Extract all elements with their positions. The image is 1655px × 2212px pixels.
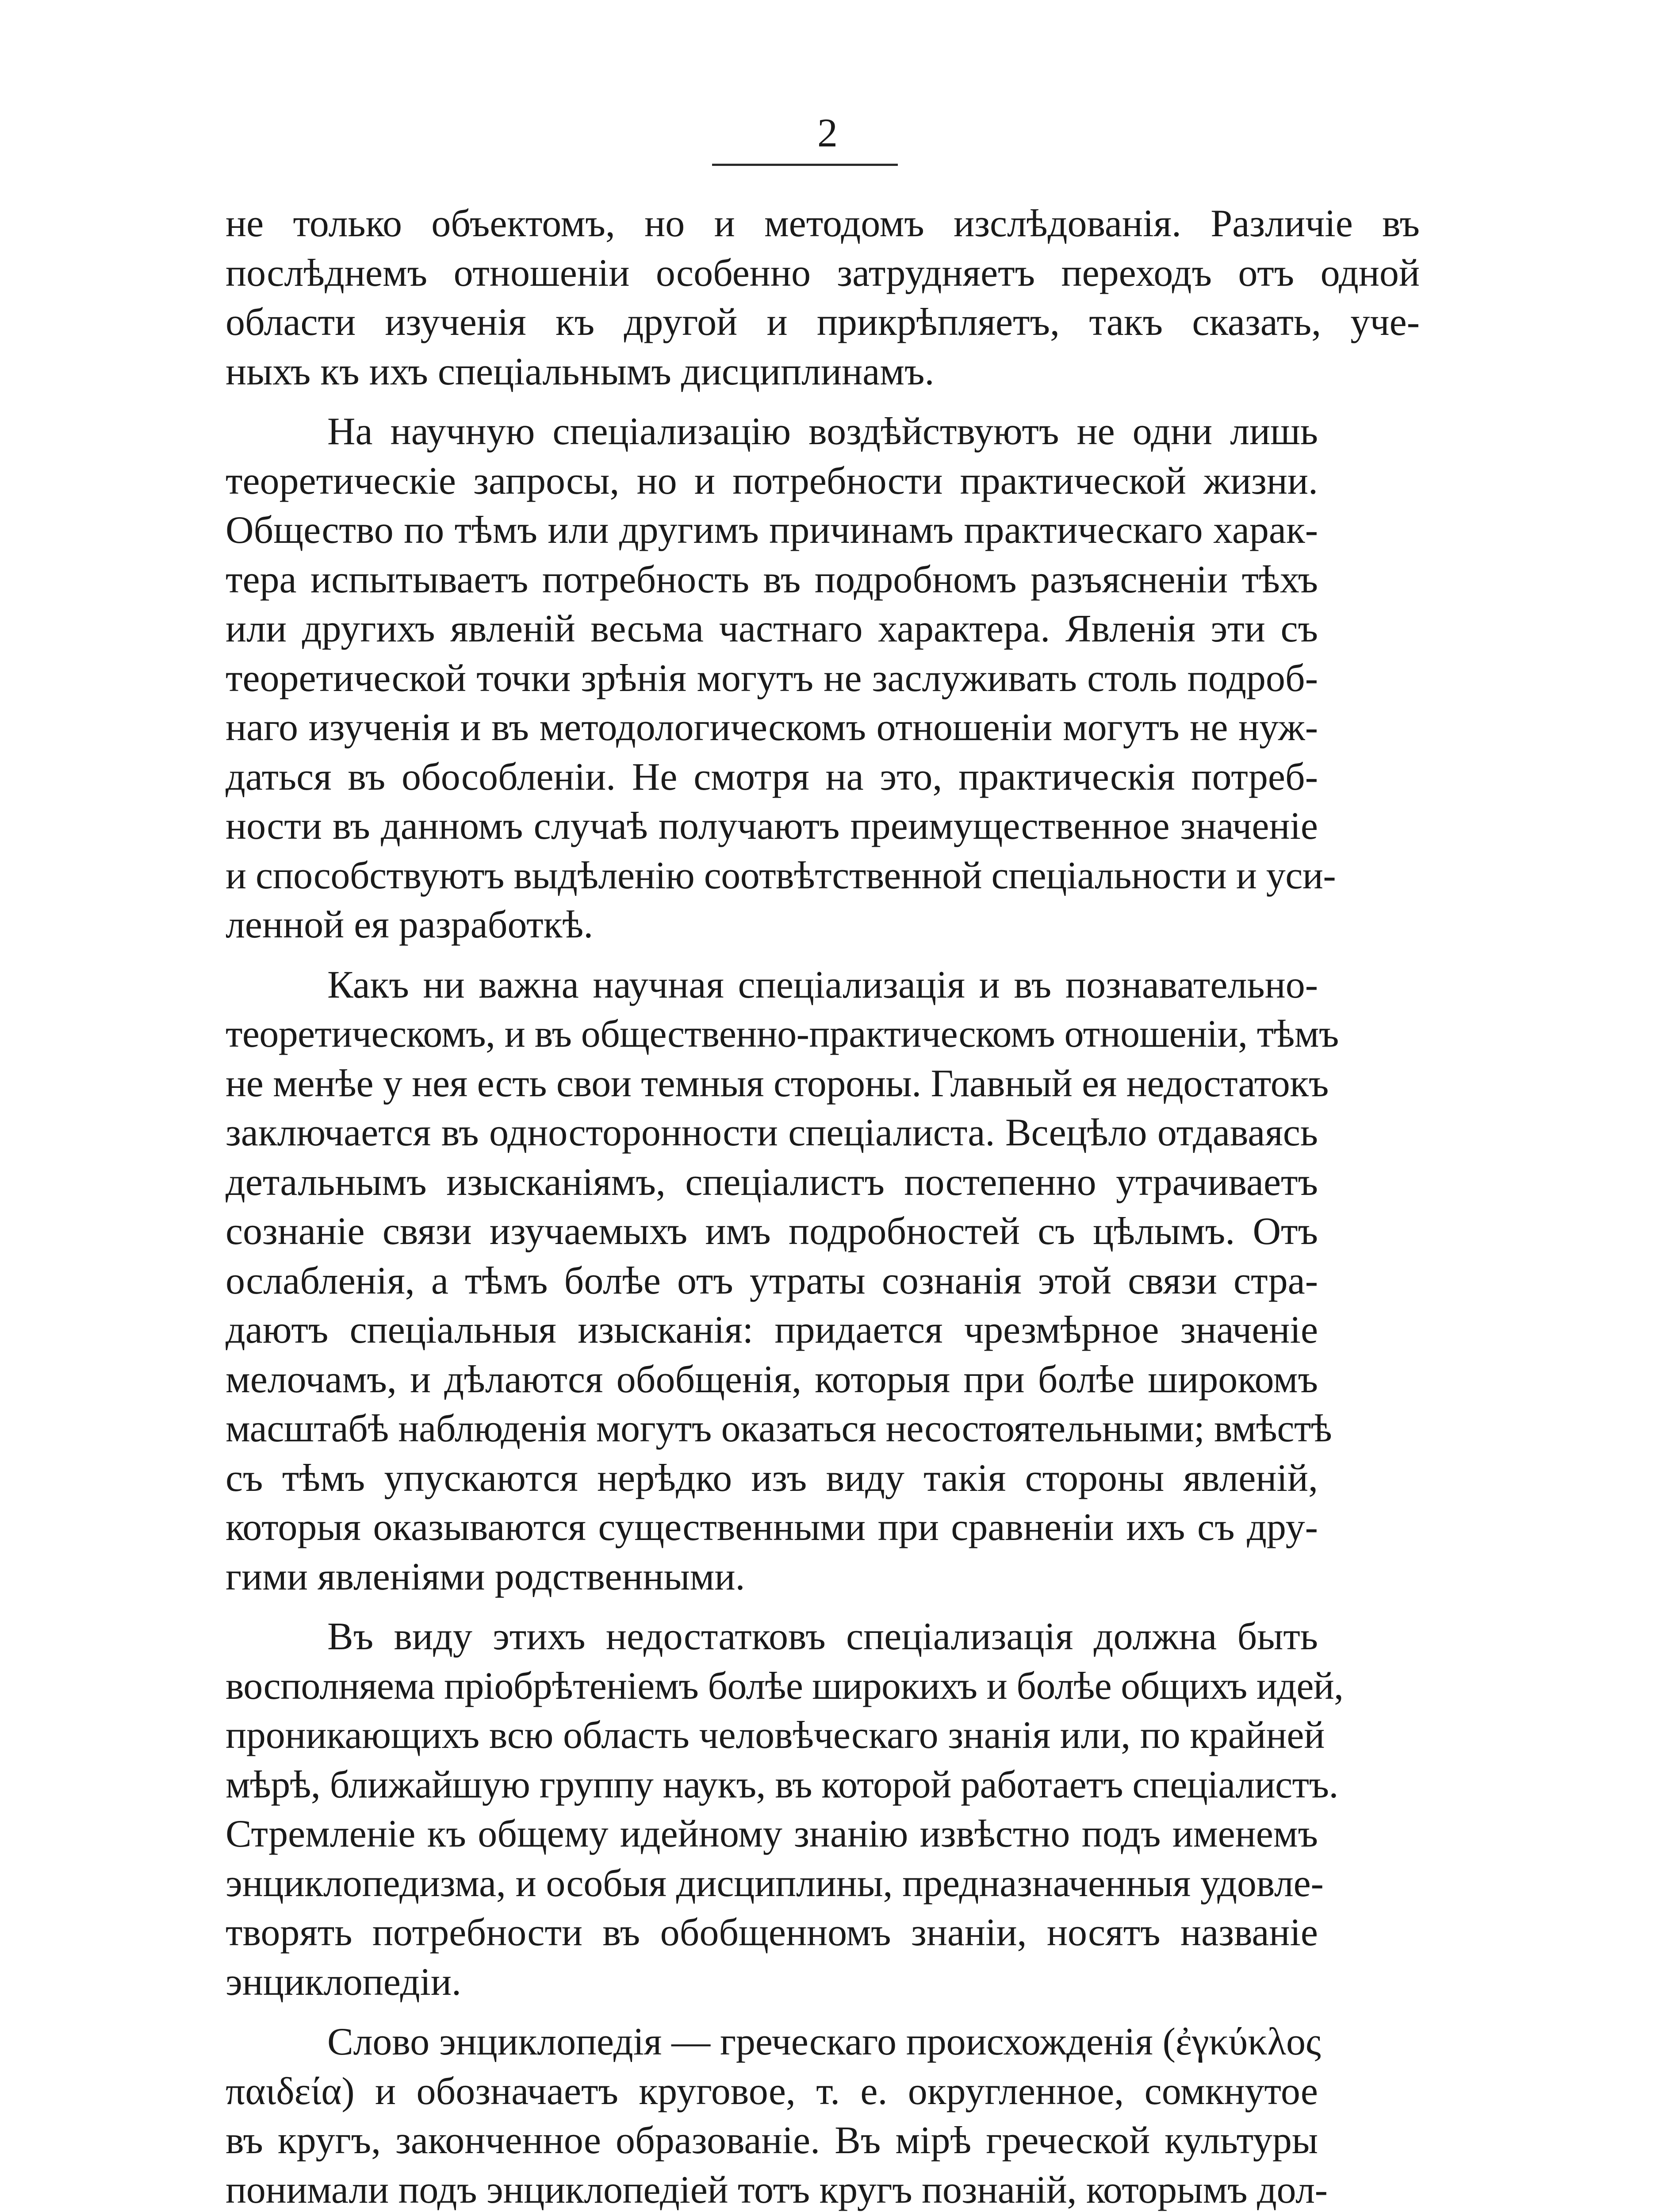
paragraph <box>226 407 1420 950</box>
text-line: теоретическомъ, и въ общественно-практическомъ отношеніи, тѣмъ <box>226 1013 1339 1056</box>
paragraph <box>226 1612 1420 2007</box>
text-line: теоретическіе запросы, но и потребности практической жизни. <box>226 459 1318 503</box>
text-line: Стремленіе къ общему идейному знанію извѣстно подъ именемъ <box>226 1813 1318 1855</box>
text-line: детальнымъ изысканіямъ, спеціалистъ постепенно утрачиваетъ <box>226 1160 1318 1204</box>
text-line: мелочамъ, и дѣлаются обобщенія, которыя при болѣе широкомъ <box>226 1358 1318 1401</box>
text-line: не менѣе у нея есть свои темныя стороны. Главный ея недостатокъ <box>226 1062 1329 1105</box>
text-line: энциклопедіи. <box>226 1960 462 2004</box>
text-line: Общество по тѣмъ или другимъ причинамъ практическаго харак- <box>226 509 1318 552</box>
text-line: не только объектомъ, но и методомъ изслѣдованія. Различіе въ <box>226 202 1420 245</box>
text-line: съ тѣмъ упускаются нерѣдко изъ виду такія стороны явленій, <box>226 1456 1318 1500</box>
text-line: ленной ея разработкѣ. <box>226 903 594 946</box>
text-line: въ кругъ, законченное образованіе. Въ мірѣ греческой культуры <box>226 2119 1318 2162</box>
paragraph <box>226 960 1420 1602</box>
text-line: παιδεία) и обозначаетъ круговое, т. е. округленное, сомкнутое <box>226 2070 1318 2113</box>
text-line: проникающихъ всю область человѣческаго знанія или, по крайней <box>226 1714 1325 1757</box>
text-line: которыя оказываются существенными при сравненіи ихъ съ дру- <box>226 1506 1318 1549</box>
text-line: На научную спеціализацію воздѣйствуютъ не одни лишь <box>327 410 1318 453</box>
paragraph <box>226 2017 1420 2212</box>
text-line: Слово энциклопедія — греческаго происхожденія (ἐγκύκλος <box>327 2020 1321 2063</box>
text-line: понимали подъ энциклопедіей тотъ кругъ познаній, которымъ дол- <box>226 2168 1328 2212</box>
text-line: гими явленіями родственными. <box>226 1555 745 1598</box>
text-line: мѣрѣ, ближайшую группу наукъ, въ которой работаетъ спеціалистъ. <box>226 1763 1338 1806</box>
text-line: даютъ спеціальныя изысканія: придается чрезмѣрное значеніе <box>226 1309 1318 1352</box>
text-line: наго изученія и въ методологическомъ отношеніи могутъ не нуж- <box>226 706 1318 749</box>
text-line: Въ виду этихъ недостатковъ спеціализація должна быть <box>327 1615 1318 1658</box>
text-line: области изученія къ другой и прикрѣпляетъ, такъ сказать, уче- <box>226 301 1420 344</box>
page-number: 2 <box>817 110 838 155</box>
text-line: и способствуютъ выдѣленію соотвѣтственной спеціальности и уси- <box>226 854 1336 897</box>
text-line: масштабѣ наблюденія могутъ оказаться несостоятельными; вмѣстѣ <box>226 1407 1332 1450</box>
page-number-rule <box>712 164 898 166</box>
text-line: Какъ ни важна научная спеціализація и въ познавательно- <box>327 963 1318 1006</box>
text-line: тера испытываетъ потребность въ подробномъ разъясненіи тѣхъ <box>226 558 1318 601</box>
text-line: ныхъ къ ихъ спеціальнымъ дисциплинамъ. <box>226 350 935 393</box>
text-line: творять потребности въ обобщенномъ знаніи, носятъ названіе <box>226 1911 1318 1954</box>
text-line: или другихъ явленій весьма частнаго характера. Явленія эти съ <box>226 607 1318 650</box>
text-line: ослабленія, а тѣмъ болѣе отъ утраты сознанія этой связи стра- <box>226 1259 1318 1302</box>
body-text <box>226 199 1420 2212</box>
text-line: послѣднемъ отношеніи особенно затрудняетъ переходъ отъ одной <box>226 251 1420 295</box>
text-line: теоретической точки зрѣнія могутъ не заслуживать столь подроб- <box>226 657 1318 700</box>
text-line: сознаніе связи изучаемыхъ имъ подробностей съ цѣлымъ. Отъ <box>226 1210 1318 1253</box>
text-line: энциклопедизма, и особыя дисциплины, предназначенныя удовле- <box>226 1862 1324 1905</box>
paragraph <box>226 199 1420 396</box>
text-line: заключается въ односторонности спеціалиста. Всецѣло отдаваясь <box>226 1111 1318 1154</box>
text-line: ности въ данномъ случаѣ получаютъ преимущественное значеніе <box>226 805 1318 848</box>
text-line: даться въ обособленіи. Не смотря на это, практическія потреб- <box>226 755 1318 799</box>
text-line: восполняема пріобрѣтеніемъ болѣе широкихъ и болѣе общихъ идей, <box>226 1664 1344 1708</box>
